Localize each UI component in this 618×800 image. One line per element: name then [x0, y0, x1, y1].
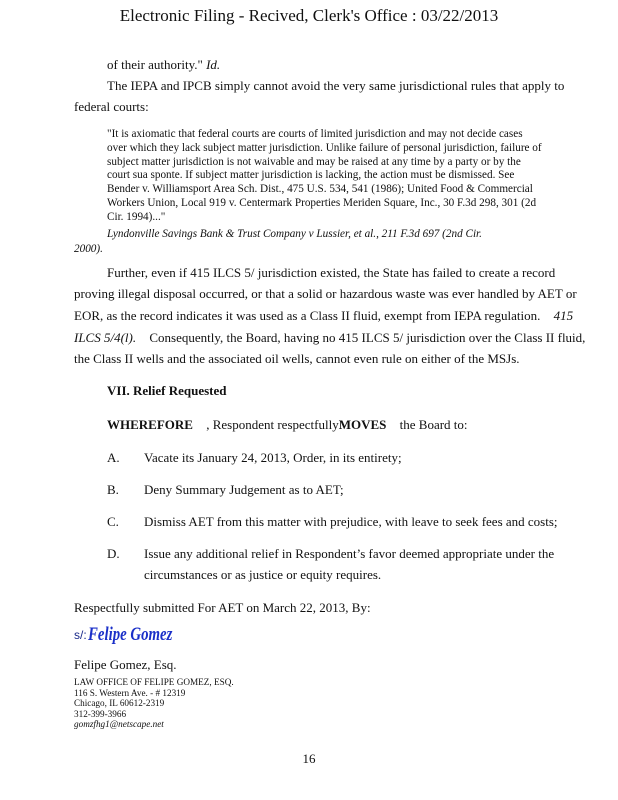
filing-stamp-header: Electronic Filing - Recived, Clerk's Office : 03/22/2013 — [119, 6, 499, 25]
signature-label: s/: — [74, 628, 87, 642]
relief-letter: A. — [107, 450, 120, 465]
signature-name: Felipe Gomez — [88, 624, 173, 645]
quote-line: court sua sponte. If subject matter jurisdiction is lacking, the action must be dismissed. See — [107, 169, 515, 182]
further-line2: proving illegal disposal occurred, or that a solid or hazardous waste was ever handled by AET or — [74, 286, 577, 301]
paragraph-iepa-line2: federal courts: — [74, 99, 149, 114]
moves-word: MOVES — [338, 417, 387, 432]
statute-ref-415: 415 — [553, 308, 574, 323]
wherefore-clause — [107, 417, 468, 433]
further-line5: the Class II wells and the associated oil wells, cannot even rule on either of the MSJs. — [74, 351, 520, 366]
respectfully-submitted: Respectfully submitted For AET on March 22, 2013, By: — [74, 600, 371, 615]
paragraph-iepa-line1: The IEPA and IPCB simply cannot avoid the very same jurisdictional rules that apply to — [107, 78, 565, 93]
case-citation-line1: Lyndonville Savings Bank & Trust Company v Lussier, et al., 211 F.3d 697 (2nd Cir. — [107, 228, 482, 240]
further-line4-text: Consequently, the Board, having no 415 ILCS 5/ jurisdiction over the Class II fluid, — [149, 330, 586, 345]
further-line4 — [74, 330, 585, 346]
wherefore-mid: , Respondent respectfully — [206, 417, 339, 432]
relief-letter: B. — [107, 482, 119, 497]
relief-text-continued: circumstances or as justice or equity requires. — [144, 567, 382, 582]
statute-ref-ilcs: ILCS 5/4(l). — [74, 330, 137, 345]
further-line1: Further, even if 415 ILCS 5/ jurisdiction existed, the State has failed to create a record — [107, 265, 556, 280]
relief-text: Issue any additional relief in Respondent’s favor deemed appropriate under the — [144, 546, 555, 561]
quote-line: Cir. 1994)..." — [107, 210, 166, 223]
quote-line: Bender v. Williamsport Area Sch. Dist., 475 U.S. 534, 541 (1986); United Food & Commercial — [107, 183, 533, 196]
paragraph-authority — [107, 57, 220, 73]
case-citation-line2: 2000). — [74, 243, 103, 255]
block-quote — [107, 128, 542, 225]
quote-line: "It is axiomatic that federal courts are courts of limited jurisdiction and may not decide cases — [107, 128, 523, 140]
wherefore-tail: the Board to: — [399, 417, 468, 432]
firm-name: LAW OFFICE OF FELIPE GOMEZ, ESQ. — [74, 677, 234, 687]
further-line3-text: EOR, as the record indicates it was used as a Class II fluid, exempt from IEPA regulation. — [74, 308, 541, 323]
email-address: gomzfhg1@netscape.net — [74, 719, 164, 730]
relief-letter: D. — [107, 546, 120, 561]
quote-line: over which they lack subject matter jurisdiction. Unlike failure of personal jurisdiction, failure of — [107, 141, 542, 154]
id-citation: Id. — [206, 57, 221, 72]
quote-line: subject matter jurisdiction is not waivable and may be raised at any time by a party or by the — [107, 155, 521, 168]
further-line3 — [74, 308, 573, 324]
street-address: 116 S. Western Ave. - # 12319 — [74, 687, 186, 698]
printed-name: Felipe Gomez, Esq. — [74, 657, 177, 672]
section-heading: VII. Relief Requested — [107, 383, 227, 398]
relief-text: Deny Summary Judgement as to AET; — [144, 482, 344, 497]
relief-text: Dismiss AET from this matter with prejudice, with leave to seek fees and costs; — [144, 514, 558, 529]
address-block — [74, 677, 234, 730]
page-number: 16 — [302, 751, 316, 766]
city-state-zip: Chicago, IL 60612-2319 — [74, 698, 165, 709]
relief-text: Vacate its January 24, 2013, Order, in its entirety; — [144, 450, 402, 465]
quote-line: Workers Union, Local 919 v. Centermark Properties Meriden Square, Inc., 30 F.3d 298, 301 (2d — [107, 196, 537, 209]
wherefore-word: WHEREFORE — [107, 417, 193, 432]
authority-text: of their authority." — [107, 57, 203, 72]
phone-number: 312-399-3966 — [74, 708, 127, 719]
relief-letter: C. — [107, 514, 119, 529]
